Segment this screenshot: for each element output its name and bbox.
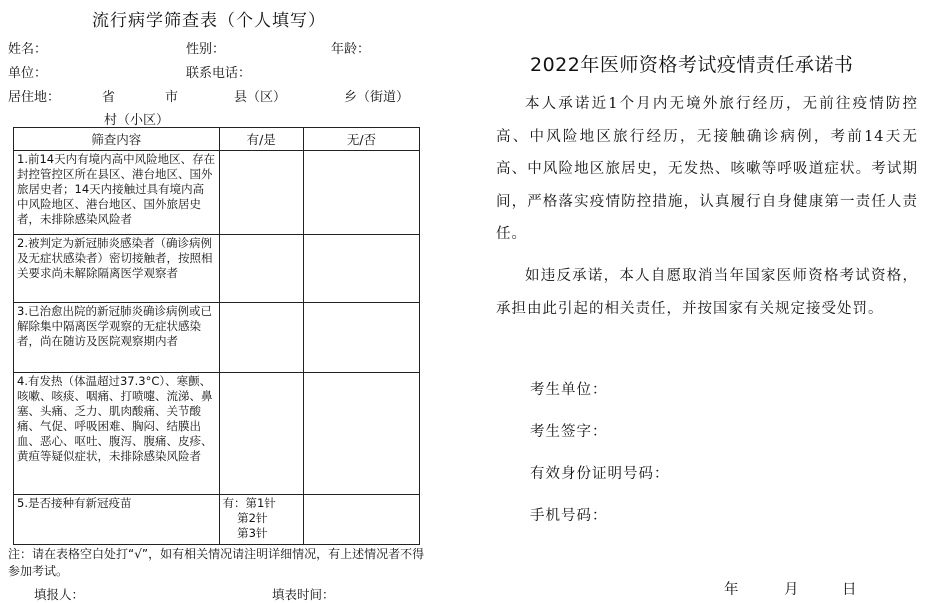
field-id-number: 有效身份证明号码： <box>530 466 670 482</box>
row3-content: 3.已治愈出院的新冠肺炎确诊病例或已解除集中隔离医学观察的无症状感染者，尚在随访及医院观察期内者 <box>14 303 220 373</box>
table-header-row <box>14 128 420 151</box>
pledge-title: 2022年医师资格考试疫情责任承诺书 <box>530 54 854 76</box>
screening-note: 注：请在表格空白处打“√”，如有相关情况请注明详细情况，有上述情况者不得参加考试。 <box>8 547 425 578</box>
row4-content: 4.有发热（体温超过37.3°C）、寒颤、咳嗽、咳痰、咽痛、打喷嚏、流涕、鼻塞、头痛、乏力、肌肉酸痛、关节酸痛、气促、呼吸困难、胸闷、结膜出血、恶心、呕吐、腹泻、腹痛、皮疹、黄疸等疑似症状，未排除感染风险者 <box>14 373 220 495</box>
date-day: 日 <box>842 582 857 598</box>
age-label: 年龄： <box>331 42 371 57</box>
row5-vaccine-doses[interactable]: 有：第1针 第2针 第3针 <box>219 495 303 545</box>
row2-yes-cell[interactable] <box>219 235 303 303</box>
table-row <box>14 235 420 303</box>
city-label: 市 <box>165 90 179 105</box>
village-label: 村（小区） <box>104 113 170 128</box>
table-row <box>14 303 420 373</box>
date-year: 年 <box>724 582 739 598</box>
pledge-paragraph-2: 如违反承诺，本人自愿取消当年国家医师资格考试资格，承担由此引起的相关责任，并按国家有关规定接受处罚。 <box>496 268 918 317</box>
header-no: 无/否 <box>303 128 419 151</box>
row2-content: 2.被判定为新冠肺炎感染者（确诊病例及无症状感染者）密切接触者，按照相关要求尚未解除隔离医学观察者 <box>14 235 220 303</box>
row4-yes-cell[interactable] <box>219 373 303 495</box>
fill-time-label: 填表时间： <box>272 587 335 602</box>
screening-title: 流行病学筛查表（个人填写） <box>92 11 326 31</box>
date-month: 月 <box>784 582 799 598</box>
name-label: 姓名： <box>8 42 48 57</box>
table-row <box>14 373 420 495</box>
field-mobile: 手机号码： <box>530 508 608 524</box>
residence-label: 居住地： <box>8 90 61 105</box>
row1-no-cell[interactable] <box>303 151 419 235</box>
county-label: 县（区） <box>234 90 287 105</box>
row5-content: 5.是否接种有新冠疫苗 <box>14 495 220 545</box>
table-row <box>14 151 420 235</box>
filler-label: 填报人： <box>34 587 85 602</box>
pledge-paragraph-1: 本人承诺近1个月内无境外旅行经历，无前往疫情防控高、中风险地区旅行经历，无接触确诊病例，考前14天无高、中风险地区旅居史，无发热、咳嗽等呼吸道症状。考试期间，严格落实疫情防控措施，认真履行自身健康第一责任人责任。 <box>496 96 918 242</box>
table-row <box>14 495 420 545</box>
gender-label: 性别： <box>186 42 226 57</box>
screening-table <box>13 127 420 545</box>
row2-no-cell[interactable] <box>303 235 419 303</box>
row1-yes-cell[interactable] <box>219 151 303 235</box>
row1-content: 1.前14天内有境内高中风险地区、存在封控管控区所在县区、港台地区、国外旅居史者；14天内接触过具有境内高中风险地区、港台地区、国外旅居史者，未排除感染风险者 <box>14 151 220 235</box>
field-exam-unit: 考生单位： <box>530 382 608 398</box>
row3-no-cell[interactable] <box>303 303 419 373</box>
row5-no-cell[interactable] <box>303 495 419 545</box>
header-yes: 有/是 <box>219 128 303 151</box>
row4-no-cell[interactable] <box>303 373 419 495</box>
row3-yes-cell[interactable] <box>219 303 303 373</box>
field-signature: 考生签字： <box>530 424 608 440</box>
town-label: 乡（街道） <box>344 90 410 105</box>
unit-label: 单位： <box>8 66 48 81</box>
province-label: 省 <box>102 90 116 105</box>
phone-label: 联系电话： <box>186 66 252 81</box>
header-content: 筛查内容 <box>14 128 220 151</box>
